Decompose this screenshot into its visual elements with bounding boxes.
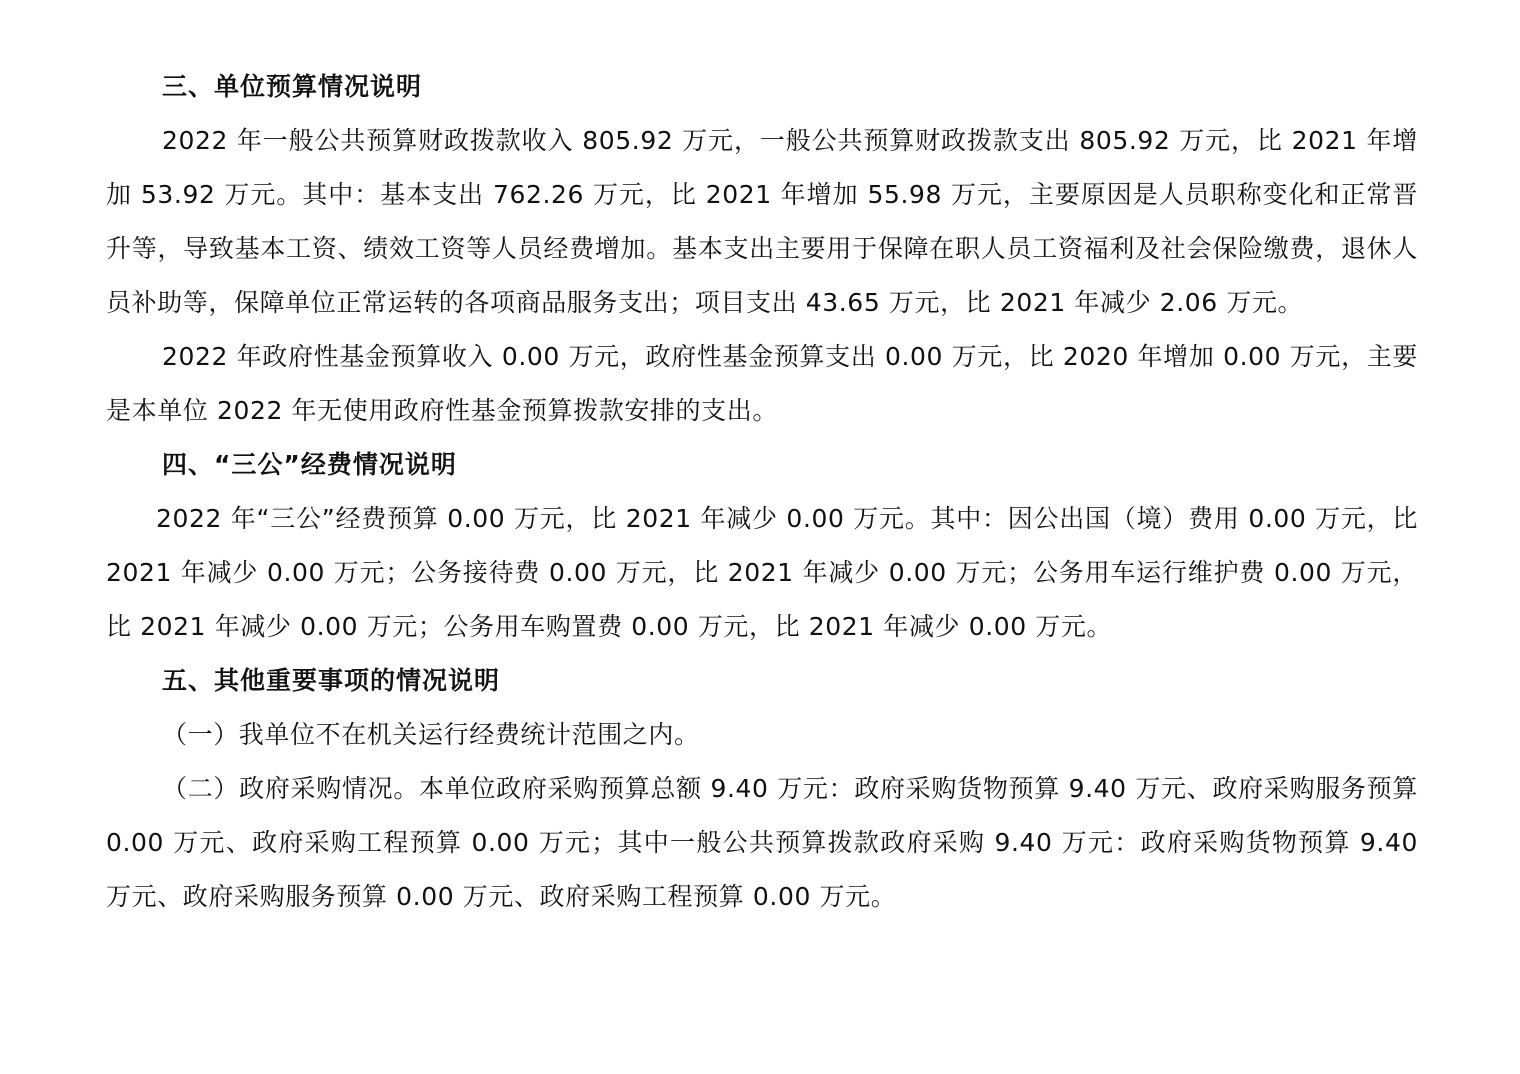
section-3-paragraph-1: 2022 年一般公共预算财政拨款收入 805.92 万元，一般公共预算财政拨款支出 805.92 万元，比 2021 年增加 53.92 万元。其中：基本支出 762.26 万元，比 2021 年增加 55.98 万元，主要原因是人员职称变化和正常晋升等，导致基本工资、绩效工资等人员经费增加。基本支出主要用于保障在职人员工资福利及社会保险缴费，退休人员补助等，保障单位正常运转的各项商品服务支出；项目支出 43.65 万元，比 2021 年减少 2.06 万元。 [106, 126, 1418, 317]
section-3-heading: 三、单位预算情况说明 [162, 72, 423, 101]
section-5-paragraph-2: （二）政府采购情况。本单位政府采购预算总额 9.40 万元：政府采购货物预算 9.40 万元、政府采购服务预算 0.00 万元、政府采购工程预算 0.00 万元；其中一般公共预算拨款政府采购 9.40 万元：政府采购货物预算 9.40 万元、政府采购服务预算 0.00 万元、政府采购工程预算 0.00 万元。 [106, 774, 1418, 911]
document-page [106, 60, 1418, 924]
section-4-paragraph-1: 2022 年“三公”经费预算 0.00 万元，比 2021 年减少 0.00 万元。其中：因公出国（境）费用 0.00 万元，比 2021 年减少 0.00 万元；公务接待费 0.00 万元，比 2021 年减少 0.00 万元；公务用车运行维护费 0.00 万元，比 2021 年减少 0.00 万元；公务用车购置费 0.00 万元，比 2021 年减少 0.00 万元。 [106, 504, 1418, 641]
section-5-paragraph-1: （一）我单位不在机关运行经费统计范围之内。 [162, 720, 700, 749]
section-4-heading: 四、“三公”经费情况说明 [162, 450, 457, 479]
section-5-heading: 五、其他重要事项的情况说明 [162, 666, 501, 695]
section-3-paragraph-2: 2022 年政府性基金预算收入 0.00 万元，政府性基金预算支出 0.00 万元，比 2020 年增加 0.00 万元，主要是本单位 2022 年无使用政府性基金预算拨款安排的支出。 [106, 342, 1418, 425]
